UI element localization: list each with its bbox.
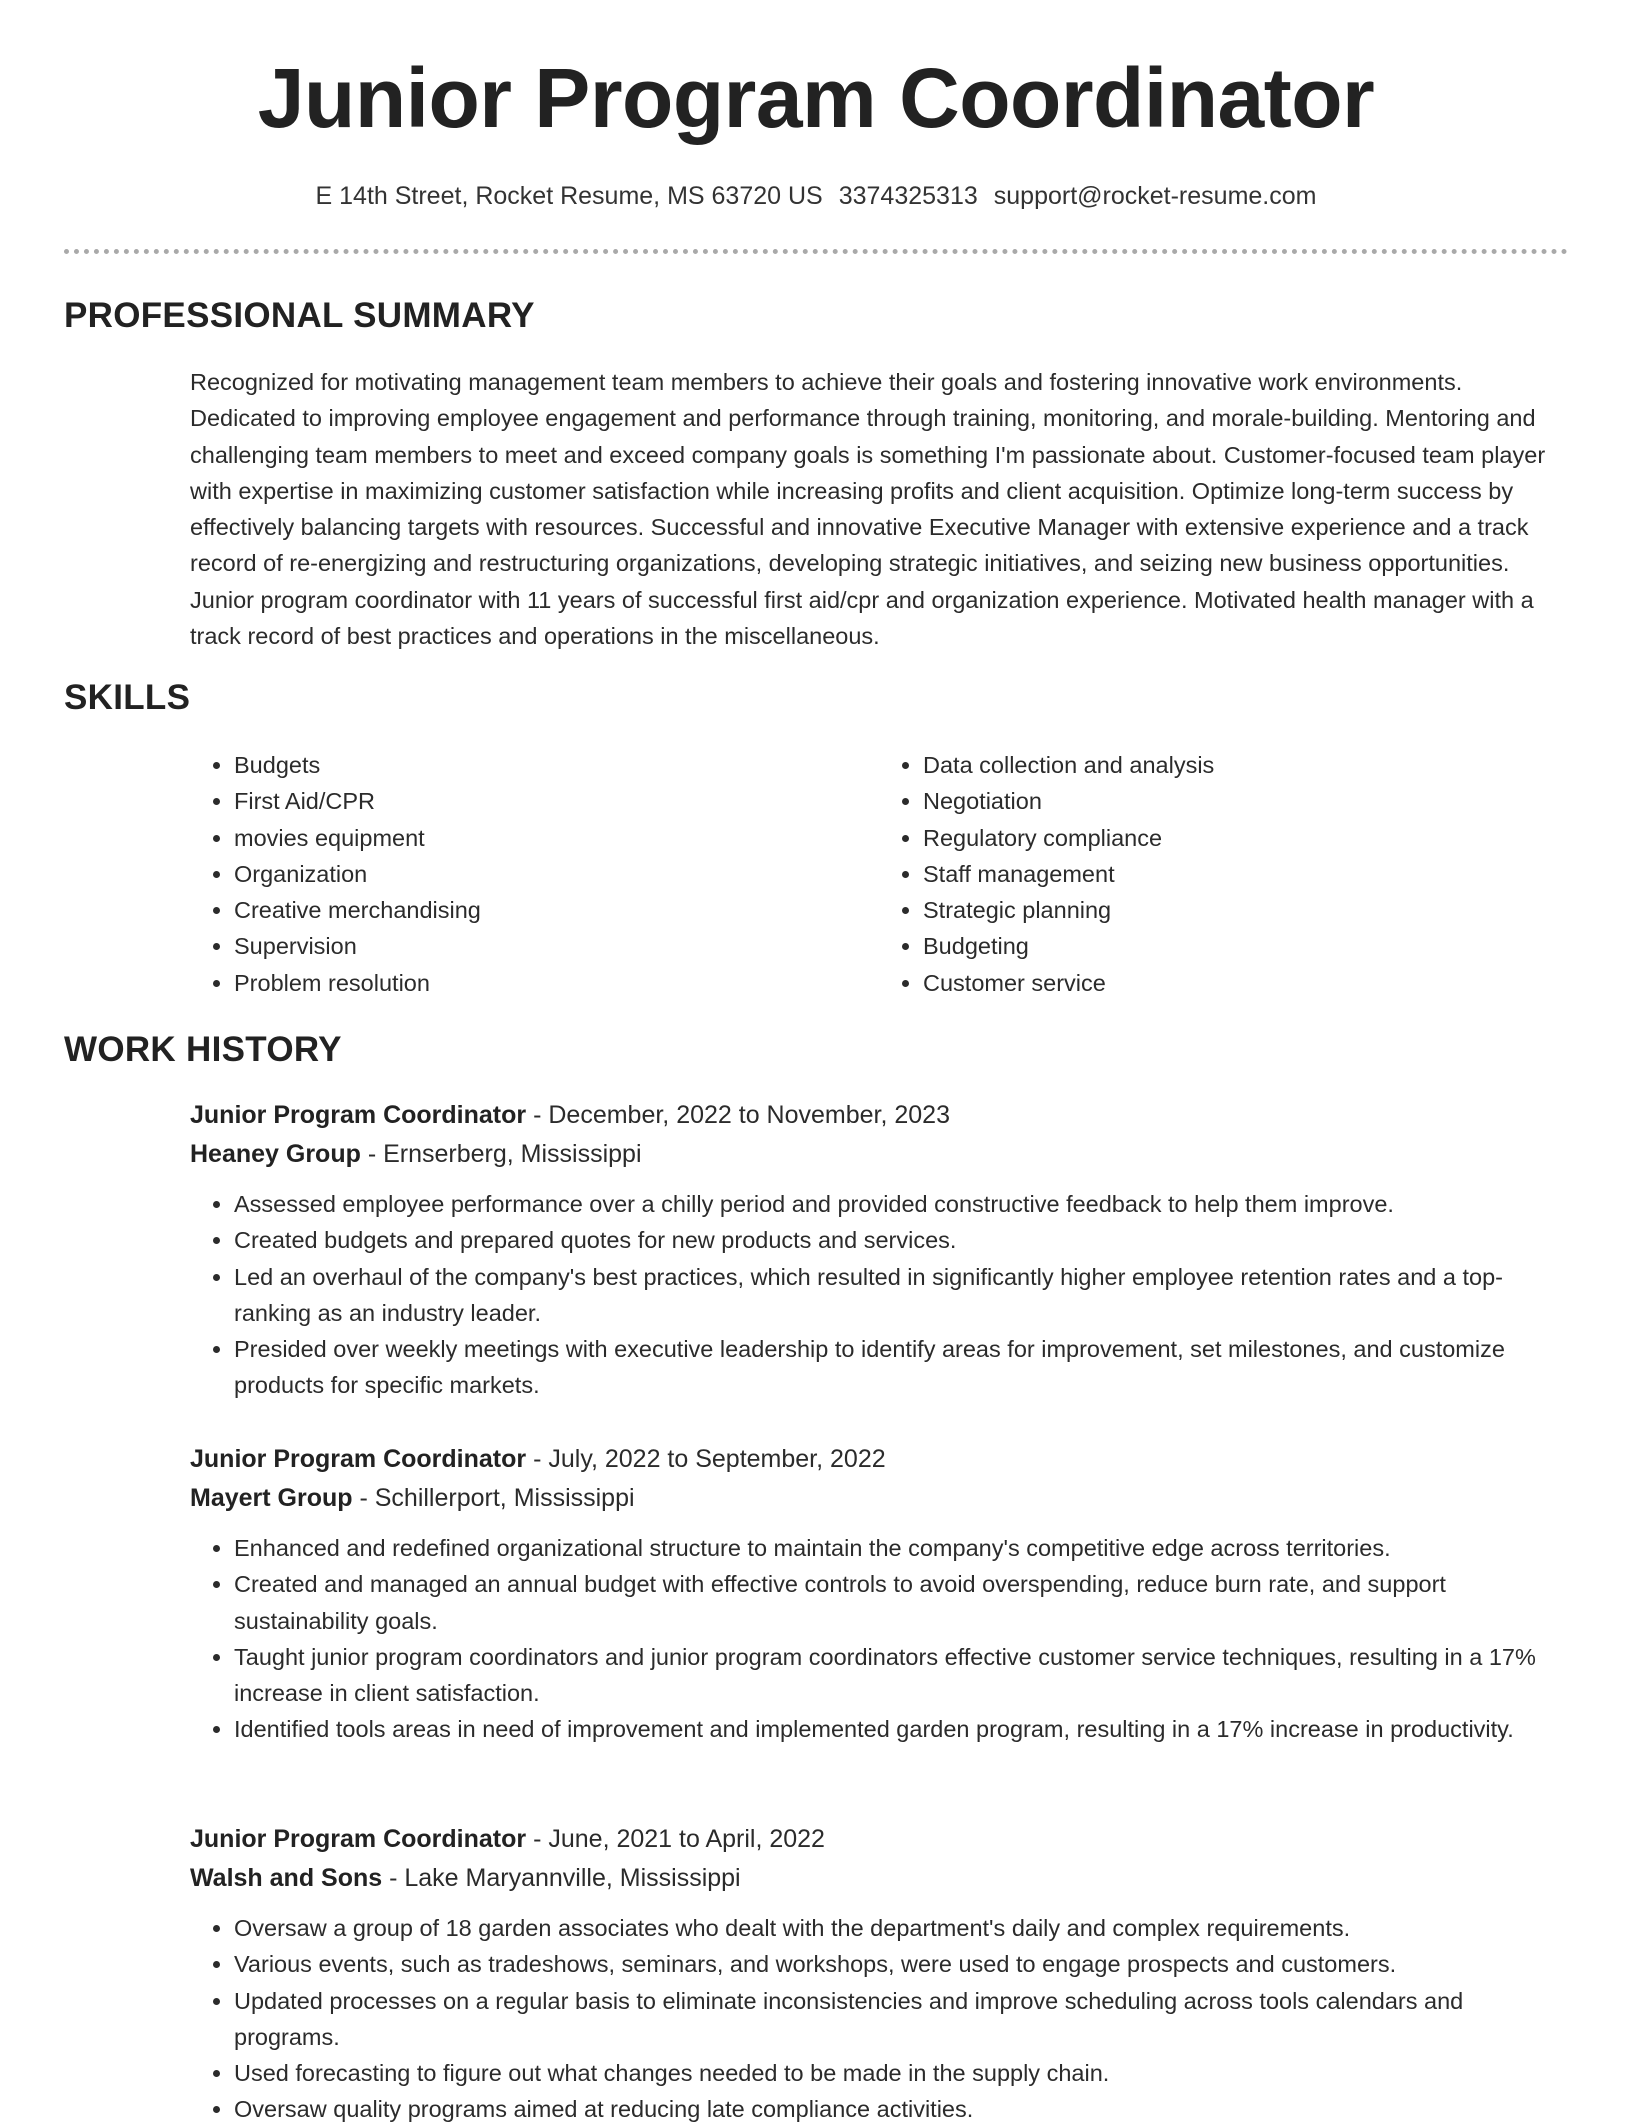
job-company: Heaney Group: [190, 1140, 361, 1168]
job-role: Junior Program Coordinator: [190, 1445, 527, 1473]
skill-item: • Staff management: [923, 856, 1568, 892]
skill-item: • Problem resolution: [234, 965, 879, 1001]
job-company-line: [190, 1479, 1568, 1517]
job-location: - Ernserberg, Mississippi: [360, 1140, 642, 1168]
job-bullets: [190, 1186, 1568, 1404]
job-company-line: [190, 1135, 1568, 1173]
job-bullet: • Presided over weekly meetings with executive leadership to identify areas for improvement, set milestones, and customize products for specific markets.: [234, 1331, 1568, 1404]
skill-item: • Data collection and analysis: [923, 747, 1568, 783]
skill-item: • Budgets: [234, 747, 879, 783]
contact-phone: 3374325313: [838, 182, 978, 210]
job-entry: [190, 1096, 1568, 1404]
skills-columns: [190, 747, 1568, 1001]
contact-address: E 14th Street, Rocket Resume, MS 63720 US: [315, 182, 823, 210]
job-bullet: • Oversaw quality programs aimed at reducing late compliance activities.: [234, 2091, 1568, 2127]
resume-name: Junior Program Coordinator: [257, 51, 1375, 145]
job-dates: - July, 2022 to September, 2022: [526, 1445, 886, 1473]
job-bullet: • Created budgets and prepared quotes for new products and services.: [234, 1222, 1568, 1258]
job-bullet: • Identified tools areas in need of improvement and implemented garden program, resulting in a 17% increase in productivity.: [234, 1711, 1568, 1747]
job-bullet: • Enhanced and redefined organizational structure to maintain the company's competitive edge across territories.: [234, 1530, 1568, 1566]
skill-item: • Supervision: [234, 928, 879, 964]
skill-item: • Organization: [234, 856, 879, 892]
work-heading: WORK HISTORY: [64, 1030, 342, 1069]
job-bullets: [190, 1910, 1568, 2128]
skill-item: • Budgeting: [923, 928, 1568, 964]
job-bullet: • Created and managed an annual budget with effective controls to avoid overspending, reduce burn rate, and support sustainability goals.: [234, 1566, 1568, 1639]
job-bullet: • Led an overhaul of the company's best practices, which resulted in significantly higher employee retention rates and a top-ranking as an industry leader.: [234, 1259, 1568, 1332]
skills-list-right: [879, 747, 1568, 1001]
contact-email: support@rocket-resume.com: [993, 182, 1317, 210]
job-company: Walsh and Sons: [190, 1864, 383, 1892]
skill-item: • Strategic planning: [923, 892, 1568, 928]
job-bullets: [190, 1530, 1568, 1748]
job-bullet: • Taught junior program coordinators and junior program coordinators effective customer service techniques, resulting in a 17% increase in client satisfaction.: [234, 1639, 1568, 1712]
job-bullet: • Oversaw a group of 18 garden associates who dealt with the department's daily and complex requirements.: [234, 1910, 1568, 1946]
skill-item: • Negotiation: [923, 783, 1568, 819]
job-company-line: [190, 1859, 1568, 1897]
job-bullet: • Used forecasting to figure out what changes needed to be made in the supply chain.: [234, 2055, 1568, 2091]
job-title-line: [190, 1820, 1568, 1858]
contact-line: [0, 182, 1632, 211]
job-bullet: • Updated processes on a regular basis to eliminate inconsistencies and improve scheduling across tools calendars and programs.: [234, 1983, 1568, 2056]
job-entry: [190, 1820, 1568, 2128]
skill-item: • movies equipment: [234, 820, 879, 856]
skill-item: • Regulatory compliance: [923, 820, 1568, 856]
job-role: Junior Program Coordinator: [190, 1101, 527, 1129]
summary-text: Recognized for motivating management team members to achieve their goals and fostering innovative work environments. Dedicated to improving employee engagement and performance through training, monitoring, and morale-building. Mentoring and challenging team members to meet and exceed company goals is something I'm passionate about. Customer-focused team player with expertise in maximizing customer satisfaction while increasing profits and client acquisition. Optimize long-term success by effectively balancing targets with resources. Successful and innovative Executive Manager with extensive experience and a track record of re-energizing and restructuring organizations, developing strategic initiatives, and seizing new business opportunities. Junior program coordinator with 11 years of successful first aid/cpr and organization experience. Motivated health manager with a track record of best practices and operations in the miscellaneous.: [190, 369, 1546, 650]
skills-heading: SKILLS: [64, 678, 191, 717]
skills-list-left: [190, 747, 879, 1001]
summary-heading: PROFESSIONAL SUMMARY: [64, 296, 535, 335]
skill-item: • First Aid/CPR: [234, 783, 879, 819]
job-bullet: • Various events, such as tradeshows, seminars, and workshops, were used to engage prospects and customers.: [234, 1946, 1568, 1982]
job-title-line: [190, 1096, 1568, 1134]
job-location: - Schillerport, Mississippi: [352, 1484, 635, 1512]
job-dates: - December, 2022 to November, 2023: [526, 1101, 950, 1129]
job-location: - Lake Maryannville, Mississippi: [382, 1864, 741, 1892]
job-company: Mayert Group: [190, 1484, 353, 1512]
header-divider: [64, 249, 1568, 254]
job-dates: - June, 2021 to April, 2022: [526, 1825, 825, 1853]
skill-item: • Creative merchandising: [234, 892, 879, 928]
job-role: Junior Program Coordinator: [190, 1825, 527, 1853]
job-title-line: [190, 1440, 1568, 1478]
job-entry: [190, 1440, 1568, 1748]
job-bullet: • Assessed employee performance over a chilly period and provided constructive feedback to help them improve.: [234, 1186, 1568, 1222]
skill-item: • Customer service: [923, 965, 1568, 1001]
